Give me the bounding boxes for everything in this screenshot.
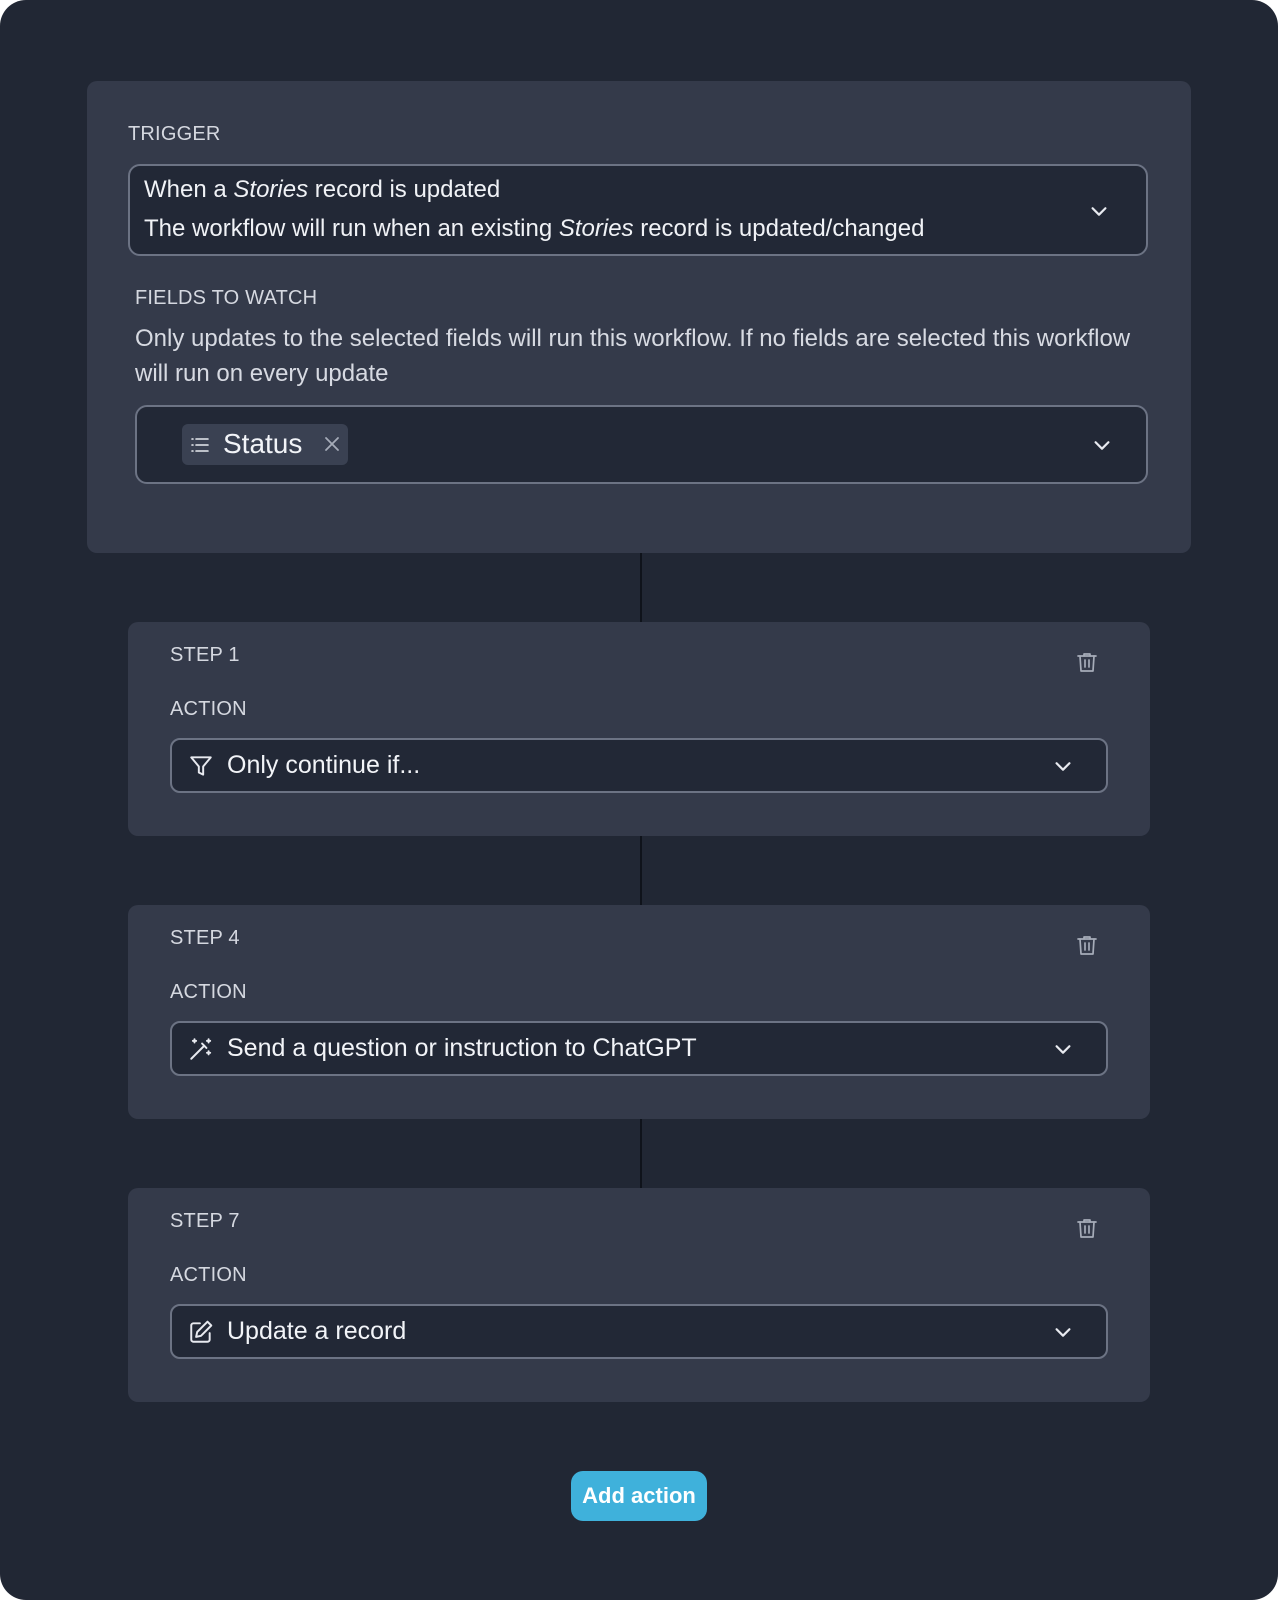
trigger-title: When a Stories record is updated: [144, 176, 501, 203]
step-card-4: [128, 905, 1150, 1119]
action-select[interactable]: [170, 1304, 1108, 1359]
action-value: Send a question or instruction to ChatGPT: [227, 1034, 697, 1062]
trigger-table-name: Stories: [233, 176, 309, 203]
step-title: STEP 4: [170, 927, 240, 949]
step-card-1: [128, 622, 1150, 836]
action-label: ACTION: [170, 981, 247, 1003]
action-select[interactable]: [170, 738, 1108, 793]
fields-to-watch-help: Only updates to the selected fields will run this workflow. If no fields are selected this workflow will run on every update: [135, 325, 1131, 387]
trash-icon[interactable]: [1075, 650, 1099, 674]
trash-icon[interactable]: [1075, 1216, 1099, 1240]
chevron-down-icon: [1088, 200, 1110, 222]
action-label: ACTION: [170, 1264, 247, 1286]
trigger-description: The workflow will run when an existing Stories record is updated/changed: [144, 215, 925, 242]
connector-line: [640, 1119, 642, 1188]
close-icon[interactable]: [323, 435, 341, 453]
trigger-select[interactable]: [128, 164, 1148, 256]
trigger-card: [87, 81, 1191, 553]
fields-to-watch-label: FIELDS TO WATCH: [135, 287, 318, 309]
add-action-button[interactable]: Add action: [571, 1471, 707, 1521]
step-card-7: [128, 1188, 1150, 1402]
action-value: Update a record: [227, 1317, 407, 1345]
magic-wand-icon: [188, 1036, 214, 1062]
chevron-down-icon: [1052, 755, 1074, 777]
chevron-down-icon: [1052, 1038, 1074, 1060]
chevron-down-icon: [1091, 434, 1113, 456]
trash-icon[interactable]: [1075, 933, 1099, 957]
action-label: ACTION: [170, 698, 247, 720]
step-title: STEP 7: [170, 1210, 240, 1232]
fields-to-watch-select[interactable]: [135, 405, 1148, 484]
action-value: Only continue if...: [227, 751, 421, 779]
field-chip-status: [182, 424, 348, 465]
edit-icon: [188, 1319, 214, 1345]
trigger-label: TRIGGER: [128, 123, 221, 145]
step-title: STEP 1: [170, 644, 240, 666]
connector-line: [640, 553, 642, 622]
list-icon: [190, 435, 210, 455]
filter-icon: [188, 753, 214, 779]
action-select[interactable]: [170, 1021, 1108, 1076]
connector-line: [640, 836, 642, 905]
field-chip-label: Status: [223, 428, 303, 459]
chevron-down-icon: [1052, 1321, 1074, 1343]
trigger-table-name: Stories: [558, 215, 634, 242]
